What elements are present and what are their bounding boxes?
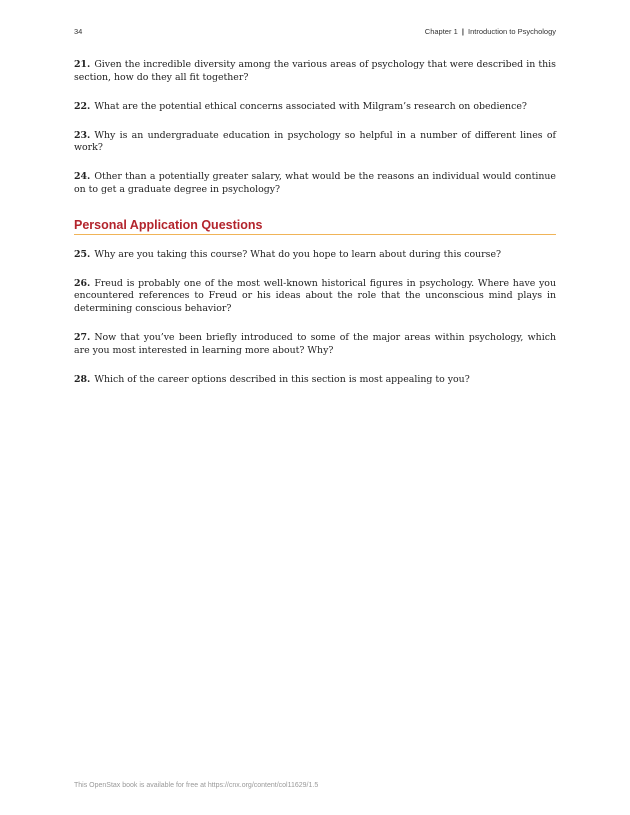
question-23 bbox=[74, 130, 556, 155]
page-content bbox=[74, 59, 556, 386]
question-27 bbox=[74, 332, 556, 357]
question-28 bbox=[74, 374, 556, 387]
question-text: Other than a potentially greater salary, what would be the reasons an individual would continue on to get a graduate degree in psychology? bbox=[74, 171, 556, 196]
question-number: 22. bbox=[74, 100, 91, 112]
question-number: 23. bbox=[74, 129, 91, 141]
question-number: 24. bbox=[74, 171, 91, 183]
header-separator: | bbox=[461, 27, 464, 36]
question-25 bbox=[74, 249, 556, 262]
page-header bbox=[74, 27, 556, 39]
chapter-label: Chapter 1 bbox=[424, 27, 458, 36]
question-21 bbox=[74, 59, 556, 84]
question-number: 21. bbox=[74, 59, 91, 70]
question-text: Freud is probably one of the most well-known historical figures in psychology. Where have you encountered references to Freud or his ideas about the role that the unconscious mind plays in determining conscious behavior? bbox=[74, 277, 556, 314]
page-number: 34 bbox=[74, 27, 83, 36]
question-text: Now that you’ve been briefly introduced to some of the major areas within psychology, which are you most interested in learning more about? Why? bbox=[74, 332, 556, 356]
question-26 bbox=[74, 278, 556, 316]
question-number: 27. bbox=[74, 332, 91, 344]
question-22 bbox=[74, 101, 556, 114]
page-footer: This OpenStax book is available for free at https://cnx.org/content/col11629/1.5 bbox=[74, 782, 319, 789]
question-text: Given the incredible diversity among the various areas of psychology that were described in this section, how do they all fit together? bbox=[74, 59, 556, 83]
question-number: 26. bbox=[74, 277, 91, 289]
question-text: Which of the career options described in this section is most appealing to you? bbox=[94, 373, 470, 385]
question-24 bbox=[74, 171, 556, 196]
running-head bbox=[425, 27, 556, 36]
question-text: What are the potential ethical concerns associated with Milgram’s research on obedience? bbox=[94, 100, 527, 112]
question-text: Why is an undergraduate education in psychology so helpful in a number of different lines of work? bbox=[74, 129, 556, 154]
question-number: 25. bbox=[74, 248, 91, 260]
question-text: Why are you taking this course? What do you hope to learn about during this course? bbox=[94, 248, 502, 260]
chapter-title: Introduction to Psychology bbox=[468, 27, 556, 36]
section-heading-personal-application: Personal Application Questions bbox=[74, 218, 556, 235]
question-number: 28. bbox=[74, 373, 91, 385]
